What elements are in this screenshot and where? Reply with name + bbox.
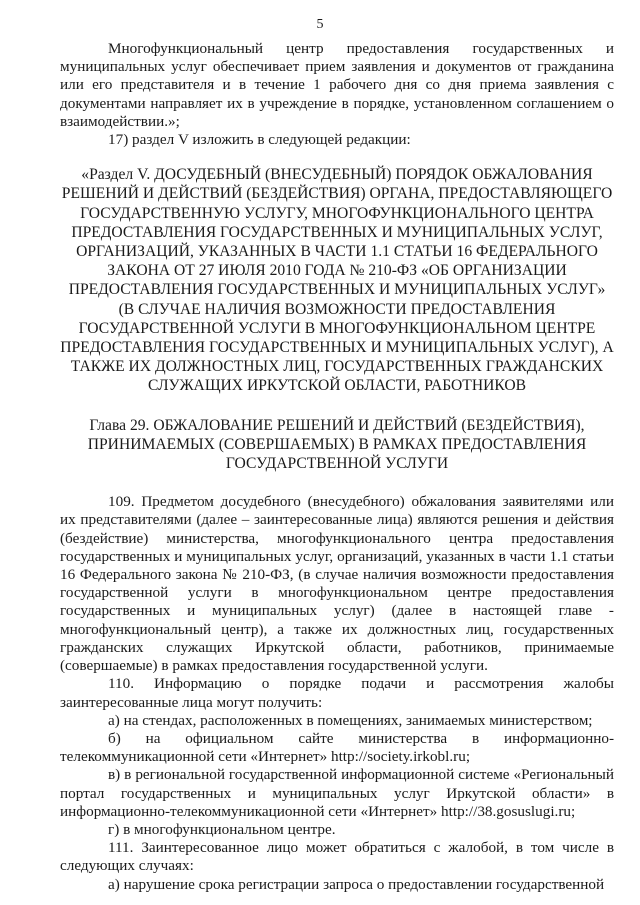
paragraph-item-17: 17) раздел V изложить в следующей редакции: [108, 131, 411, 149]
list-item-110-b: б) на официальном сайте министерства в информационно-телекоммуникационной сети «Интернет» http://society.irkobl.ru; [60, 729, 614, 766]
paragraph-mfc-intake: Многофункциональный центр предоставления государственных и муниципальных услуг обеспечивает прием заявления и документов от гражданина или его представителя и в течение 1 рабочего дня со дня приема заявления с документами направляет их в учреждение в порядке, установленном соглашением о взаимодействии.»; [60, 40, 614, 130]
list-item-110-v: в) в региональной государственной информационной системе «Региональный портал государственных и муниципальных услуг Иркутской области» в информационно-телекоммуникационной сети «Интернет» http://38.gosuslugi.ru; [60, 766, 614, 820]
paragraph-item-111: 111. Заинтересованное лицо может обратиться с жалобой, в том числе в следующих случаях: [60, 839, 614, 875]
chapter-heading: Глава 29. ОБЖАЛОВАНИЕ РЕШЕНИЙ И ДЕЙСТВИЙ (БЕЗДЕЙСТВИЯ), ПРИНИМАЕМЫХ (СОВЕРШАЕМЫХ) В РАМКАХ ПРЕДОСТАВЛЕНИЯ ГОСУДАРСТВЕННОЙ УСЛУГИ [87, 416, 587, 473]
list-item-111-a: а) нарушение срока регистрации запроса о предоставлении государственной [108, 875, 605, 893]
page-number: 5 [316, 17, 324, 32]
paragraph-item-109: 109. Предметом досудебного (внесудебного) обжалования заявителями или их представителями (далее – заинтересованные лица) являются решения и действия (бездействие) министерства, многофункционального центра предоставления государственных и муниципальных услуг, организаций, указанных в части 1.1 статьи 16 Федерального закона № 210-ФЗ, (в случае наличия возможности предоставления государственной услуги в многофункциональном центре предоставления государственных и муниципальных услуг) (далее в настоящей главе - многофункциональный центр), а также их должностных лиц, государственных гражданских служащих Иркутской области, работников, принимаемые (совершаемые) в рамках предоставления государственной услуги. [60, 493, 614, 675]
list-item-110-a: а) на стендах, расположенных в помещениях, занимаемых министерством; [108, 711, 593, 729]
document-body [60, 40, 614, 894]
section-heading: «Раздел V. ДОСУДЕБНЫЙ (ВНЕСУДЕБНЫЙ) ПОРЯДОК ОБЖАЛОВАНИЯ РЕШЕНИЙ И ДЕЙСТВИЙ (БЕЗДЕЙСТВИЯ) ОРГАНА, ПРЕДОСТАВЛЯЮЩЕГО ГОСУДАРСТВЕННУЮ УСЛУГУ, МНОГОФУНКЦИОНАЛЬНОГО ЦЕНТРА ПРЕДОСТАВЛЕНИЯ ГОСУДАРСТВЕННЫХ И МУНИЦИПАЛЬНЫХ УСЛУГ, ОРГАНИЗАЦИЙ, УКАЗАННЫХ В ЧАСТИ 1.1 СТАТЬИ 16 ФЕДЕРАЛЬНОГО ЗАКОНА ОТ 27 ИЮЛЯ 2010 ГОДА № 210-ФЗ «ОБ ОРГАНИЗАЦИИ ПРЕДОСТАВЛЕНИЯ ГОСУДАРСТВЕННЫХ И МУНИЦИПАЛЬНЫХ УСЛУГ» (В СЛУЧАЕ НАЛИЧИЯ ВОЗМОЖНОСТИ ПРЕДОСТАВЛЕНИЯ ГОСУДАРСТВЕННОЙ УСЛУГИ В МНОГОФУНКЦИОНАЛЬНОМ ЦЕНТРЕ ПРЕДОСТАВЛЕНИЯ ГОСУДАРСТВЕННЫХ И МУНИЦИПАЛЬНЫХ УСЛУГ), А ТАКЖЕ ИХ ДОЛЖНОСТНЫХ ЛИЦ, ГОСУДАРСТВЕННЫХ ГРАЖДАНСКИХ СЛУЖАЩИХ ИРКУТСКОЙ ОБЛАСТИ, РАБОТНИКОВ [60, 166, 614, 395]
paragraph-item-110: 110. Информацию о порядке подачи и рассмотрения жалобы заинтересованные лица могут получить: [60, 675, 614, 711]
list-item-110-g: г) в многофункциональном центре. [108, 820, 336, 838]
